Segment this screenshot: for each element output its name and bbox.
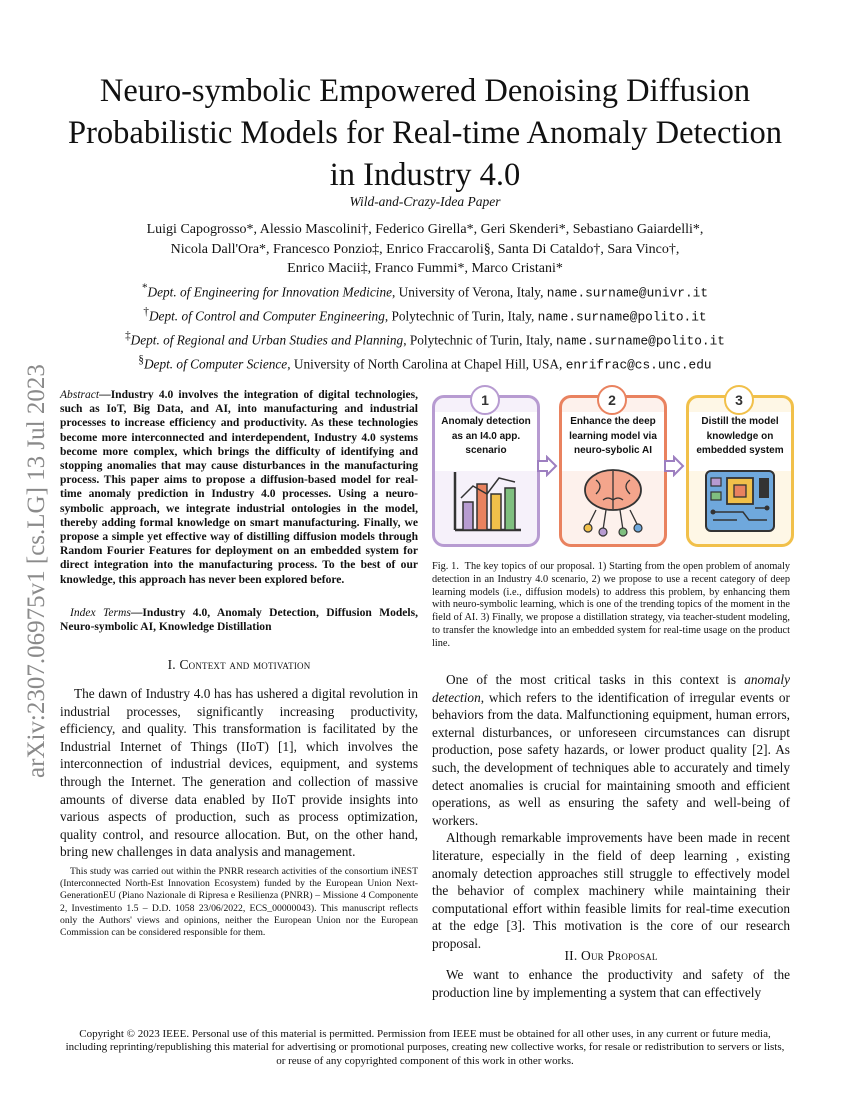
- card-label: Anomaly detection as an I4.0 app. scenario: [435, 412, 537, 471]
- bar-chart-icon: [449, 468, 525, 536]
- author-line: Luigi Capogrosso*, Alessio Mascolini†, Federico Girella*, Geri Skenderi*, Sebastiano Gaiardelli*,: [146, 222, 704, 237]
- author-line: Enrico Macii‡, Franco Fummi*, Marco Cristani*: [287, 261, 563, 276]
- section1-continued: [432, 671, 790, 953]
- author-line: Nicola Dall'Ora*, Francesco Ponzio‡, Enrico Fraccaroli§, Santa Di Cataldo†, Sara Vinco†,: [170, 241, 680, 257]
- step-number-badge: 2: [597, 385, 627, 415]
- section1-paragraph: The dawn of Industry 4.0 has has ushered a digital revolution in industrial processes, significantly increasing productivity, efficiency, and quality. This transformation is facilitated by the Industrial Internet of Things (IIoT) [1], which involves the interconnection of industrial devices, equipment, and systems through the Internet. The generation and collection of massive amounts of diverse data enabled by IIoT provide insights into various aspects of production, such as process optimization, quality control, and resource allocation. But, on the other hand, bring new challenges in data analysis and management.: [60, 686, 418, 860]
- figure-caption: Fig. 1. The key topics of our proposal. 1) Starting from the open problem of anomaly detection in an Industry 4.0 scenario, 2) we propose to use a recent category of deep learning models (i.e., diffusion models) to address this problem, by enhancing them with neuro-symbolic learning, which is one of the trending topics of the moment in the field of AI. 3) Finally, we propose a distillation strategy, via teacher-student modeling, to transfer the knowledge into an embedded system for real-time usage on the product line.: [432, 561, 790, 649]
- step-number-badge: 3: [724, 385, 754, 415]
- figure-1: [432, 385, 790, 553]
- section2-paragraph: We want to enhance the productivity and safety of the production line by implementing a system that can effectively: [432, 967, 790, 1000]
- section-heading-1: I. Context and motivation: [167, 657, 311, 672]
- affiliation-list: [60, 279, 790, 375]
- paper-title: Neuro-symbolic Empowered Denoising Diffusion Probabilistic Models for Real-time Anomaly Detection in Industry 4.0: [68, 73, 782, 193]
- topic-card-distillation: [686, 395, 794, 547]
- card-label: Enhance the deep learning model via neuro-sybolic AI: [562, 412, 664, 471]
- brain-network-icon: [578, 466, 648, 538]
- paper-subtitle: Wild-and-Crazy-Idea Paper: [349, 194, 501, 209]
- topic-card-anomaly-detection: [432, 395, 540, 547]
- email: name.surname@polito.it: [537, 309, 707, 325]
- affiliation: ‡Dept. of Regional and Urban Studies and Planning, Polytechnic of Turin, Italy, name.surname@polito.it: [125, 329, 725, 349]
- arxiv-side-stamp: [8, 300, 58, 780]
- affiliation: *Dept. of Engineering for Innovation Medicine, University of Verona, Italy, name.surname@univr.it: [141, 282, 709, 301]
- email: name.surname@univr.it: [546, 285, 709, 301]
- index-terms: Index Terms—Industry 4.0, Anomaly Detection, Diffusion Models, Neuro-symbolic AI, Knowledge Distillation: [60, 607, 418, 634]
- arxiv-id: arXiv:2307.06975v1 [cs.LG] 13 Jul 2023: [23, 364, 50, 778]
- author-list: [60, 220, 790, 279]
- affiliation: †Dept. of Control and Computer Engineering, Polytechnic of Turin, Italy, name.surname@polito.it: [143, 305, 707, 325]
- affiliation: §Dept. of Computer Science, University of North Carolina at Chapel Hill, USA, enrifrac@cs.unc.edu: [138, 353, 712, 373]
- arrow-right-icon: [536, 455, 558, 477]
- copyright-notice: Copyright © 2023 IEEE. Personal use of this material is permitted. Permission from IEEE must be obtained for all other uses, in any current or future media, including reprinting/republishing this material for advertising or promotional purposes, creating new collective works, for resale or redistribution to servers or lists, or reuse of any copyrighted component of this work in other works.: [65, 1028, 785, 1067]
- email: enrifrac@cs.unc.edu: [565, 357, 712, 373]
- step-number-badge: 1: [470, 385, 500, 415]
- arrow-right-icon: [663, 455, 685, 477]
- paragraph: One of the most critical tasks in this context is anomaly detection, which refers to the identification of irregular events or behaviors from the data. Malfunctioning equipment, human errors, external disturbances, or unforeseen circumstances can disrupt production, pose safety hazards, or lower product quality [2]. As such, the development of techniques able to accurately and timely detect anomalies is crucial for maintaining smooth and efficient operations, as well as ensuring the safety and well-being of workers.: [432, 672, 790, 828]
- email: name.surname@polito.it: [555, 333, 725, 349]
- funding-footnote: This study was carried out within the PNRR research activities of the consortium iNEST (Interconnected North-Est Innovation Ecosystem) funded by the European Union Next-GenerationEU (Piano Nazionale di Ripresa e Resilienza (PNRR) – Missione 4 Componente 2, Investimento 1.5 – D.D. 1058 23/06/2022, ECS_00000043). This manuscript reflects only the Authors' views and opinions, neither the European Union nor the European Commission can be considered responsible for them.: [60, 866, 418, 939]
- paragraph: Although remarkable improvements have been made in recent literature, especially in the field of deep learning , existing anomaly detection approaches still struggle to effectively model the behavior of complex machinery while maintaining their computational effort within feasible limits for real-time execution at the edge [3]. This motivation is the core of our research proposal.: [432, 830, 790, 951]
- section-heading-2: II. Our Proposal: [564, 948, 658, 963]
- abstract: Abstract—Industry 4.0 involves the integration of digital technologies, such as IoT, Big Data, and AI, into manufacturing and industrial processes to increase efficiency and productivity. As these technologies become more interconnected and interdependent, Industry 4.0 systems become more complex, which brings the difficulty of identifying and stopping anomalies that may cause disturbances in the manufacturing process. This paper aims to propose a diffusion-based model for real-time anomaly prediction in Industry 4.0 processes. Using a neuro-symbolic approach, we integrate industrial ontologies in the model, thereby adding formal knowledge on smart manufacturing. Finally, we propose a simple yet effective way of distilling diffusion models through Random Fourier Features for deployment on an embedded system for direct integration into the manufacturing process. To the best of our knowledge, this approach has never been explored before.: [60, 389, 418, 586]
- circuit-board-icon: [703, 468, 777, 534]
- topic-card-neuro-symbolic: [559, 395, 667, 547]
- card-label: Distill the model knowledge on embedded system: [689, 412, 791, 471]
